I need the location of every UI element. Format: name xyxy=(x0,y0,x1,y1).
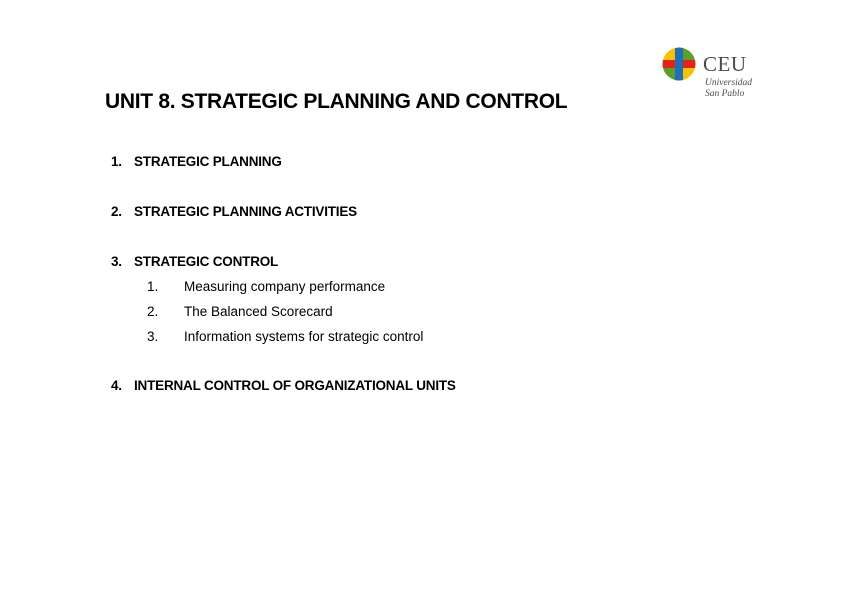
slide-title: UNIT 8. STRATEGIC PLANNING AND CONTROL xyxy=(105,90,568,113)
logo-line2: San Pablo xyxy=(705,88,745,99)
outline-subitem-number: 2. xyxy=(147,304,159,319)
outline-subitem-label: Measuring company performance xyxy=(184,279,386,294)
outline-subitem-number: 1. xyxy=(147,279,159,294)
logo-university-text xyxy=(705,78,752,99)
logo-ceu-text: CEU xyxy=(703,52,747,76)
outline-subitem-label: Information systems for strategic control xyxy=(184,329,424,344)
outline-item-label: STRATEGIC PLANNING ACTIVITIES xyxy=(134,204,357,219)
outline-item-number: 4. xyxy=(111,378,122,393)
outline-item-label: STRATEGIC PLANNING xyxy=(134,154,282,169)
ceu-cross-logo-icon xyxy=(662,47,696,81)
logo-line1: Universidad xyxy=(705,78,752,88)
outline-item-number: 3. xyxy=(111,254,122,269)
outline-item-number: 2. xyxy=(111,204,122,219)
outline-item-number: 1. xyxy=(111,154,122,169)
outline-subitem-number: 3. xyxy=(147,329,159,344)
outline-item-label: STRATEGIC CONTROL xyxy=(134,254,279,269)
outline-subitem-label: The Balanced Scorecard xyxy=(184,304,333,319)
outline-item-label: INTERNAL CONTROL OF ORGANIZATIONAL UNITS xyxy=(134,378,456,393)
ceu-logo xyxy=(662,47,772,103)
